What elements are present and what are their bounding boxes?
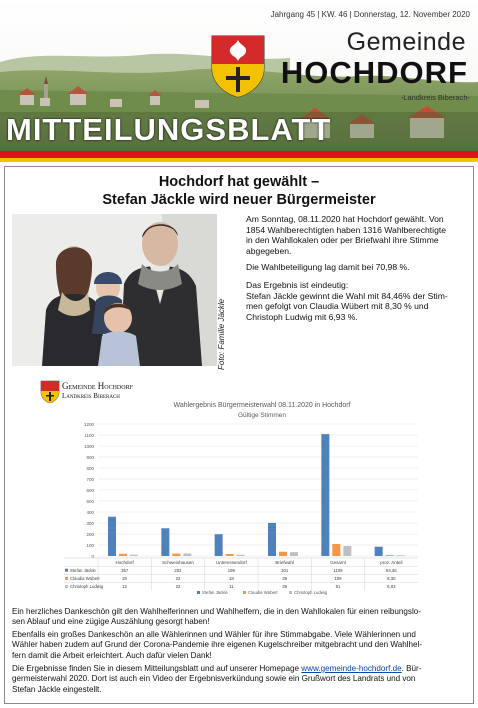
legend-label: Claudia Wübert bbox=[248, 590, 278, 595]
data-label: 12 bbox=[122, 584, 128, 590]
bar-stefan-j-ckle bbox=[268, 523, 276, 556]
results-info-text-end: . Bür- bbox=[401, 664, 422, 673]
issue-line: Jahrgang 45 | KW. 46 | Donnerstag, 12. November 2020 bbox=[270, 10, 470, 19]
yellow-stripe bbox=[0, 158, 478, 162]
results-info-text: Die Ergebnisse finden Sie in diesem Mitteilungsblatt und auf unserer Homepage bbox=[12, 664, 302, 673]
y-tick-label: 800 bbox=[86, 465, 94, 471]
thanks-voters-line: fern damit die Arbeit erleichtert. Auch dafür vielen Dank! bbox=[12, 650, 212, 660]
data-label: 301 bbox=[281, 567, 289, 573]
category-label: proz. Anteil bbox=[380, 560, 403, 565]
family-photo bbox=[12, 214, 217, 366]
category-label: Unteressendorf bbox=[215, 560, 247, 565]
data-label: 22 bbox=[175, 584, 181, 590]
bar-claudia-w-bert bbox=[332, 544, 340, 556]
data-label: 39 bbox=[282, 576, 288, 581]
result-line: Christoph Ludwig mit 6,93 %. bbox=[246, 311, 358, 322]
data-label: 91 bbox=[335, 584, 341, 590]
results-info-line: germeisterwahl 2020. Dort ist auch ein Video der Ergebnisverkündung sowie ein Grußwort des Landrats und von bbox=[12, 674, 416, 684]
logo-title: Gemeinde Hochdorf bbox=[62, 381, 133, 391]
chart-title: Wahlergebnis Bürgermeisterwahl 08.11.2020 in Hochdorf bbox=[173, 402, 351, 409]
bar-claudia-w-bert bbox=[119, 554, 127, 556]
intro-line: Am Sonntag, 08.11.2020 hat Hochdorf gewählt. Von bbox=[246, 214, 444, 224]
legend-label: Christoph Ludwig bbox=[294, 590, 328, 595]
thanks-line: Ein herzliches Dankeschön gilt den Wahlhelferinnen und Wahlhelfern, die in den Wahllokalen für einen reibungslo- bbox=[12, 607, 421, 616]
y-tick-label: 100 bbox=[86, 542, 94, 548]
election-results-chart bbox=[60, 396, 424, 601]
bar-stefan-j-ckle bbox=[161, 528, 169, 556]
bar-christoph-ludwig bbox=[290, 552, 298, 556]
bar-christoph-ludwig bbox=[343, 546, 351, 556]
chart-subtitle: Gültige Stimmen bbox=[237, 412, 287, 419]
y-tick-label: 900 bbox=[86, 454, 94, 460]
data-label: 35 bbox=[282, 584, 288, 590]
bar-claudia-w-bert bbox=[226, 554, 234, 556]
publication-title: MITTEILUNGSBLATT bbox=[6, 112, 332, 147]
data-label: 22 bbox=[175, 576, 181, 581]
result-line: Das Ergebnis ist eindeutig: bbox=[246, 280, 349, 290]
bar-christoph-ludwig bbox=[237, 555, 245, 556]
y-tick-label: 1100 bbox=[84, 432, 94, 438]
results-info-line: Stefan Jäckle eingestellt. bbox=[12, 684, 102, 694]
result-paragraph bbox=[246, 280, 448, 322]
municipality-name: HOCHDORF bbox=[280, 55, 468, 90]
district-label: -Landkreis Biberach- bbox=[400, 93, 470, 102]
data-label: 1108 bbox=[333, 567, 343, 573]
masthead bbox=[0, 0, 478, 165]
table-series-name: Christoph Ludwig bbox=[70, 584, 104, 590]
legend-key bbox=[197, 591, 200, 594]
data-label: 84,46 bbox=[385, 567, 397, 573]
bar-christoph-ludwig bbox=[183, 554, 191, 556]
bar-stefan-j-ckle bbox=[375, 547, 383, 556]
thanks-voters-line: Ebenfalls ein großes Dankeschön an alle Wählerinnen und Wähler für ihre Stimmabgabe. Viele Wählerinnen und bbox=[12, 630, 416, 639]
results-info-paragraph bbox=[12, 664, 468, 695]
intro-line: in den Wahllokalen oder per Briefwahl ihre Stimme bbox=[246, 235, 439, 246]
table-legend-key bbox=[65, 577, 68, 580]
category-label: Hochdorf bbox=[115, 560, 134, 565]
data-label: 11 bbox=[229, 584, 234, 590]
y-tick-label: 1000 bbox=[83, 443, 94, 449]
y-tick-label: 600 bbox=[86, 487, 94, 493]
y-tick-label: 700 bbox=[86, 476, 94, 482]
bar-claudia-w-bert bbox=[386, 555, 394, 556]
homepage-link[interactable]: www.gemeinde-hochdorf.de bbox=[301, 664, 402, 673]
data-label: 357 bbox=[121, 567, 129, 573]
legend-key bbox=[243, 591, 246, 594]
thanks-line: sen Ablauf und eine zügige Auszählung gesorgt haben! bbox=[12, 617, 210, 627]
coat-of-arms-icon bbox=[210, 34, 266, 98]
intro-line: 1854 Wahlberechtigten haben 1316 Wahlberechtigte bbox=[246, 224, 447, 235]
intro-line: abgegeben. bbox=[246, 245, 292, 256]
bar-claudia-w-bert bbox=[172, 554, 180, 556]
turnout-paragraph bbox=[246, 262, 410, 273]
red-stripe bbox=[0, 151, 478, 158]
y-tick-label: 300 bbox=[86, 520, 94, 526]
table-series-name: Stefan Jäckle bbox=[70, 567, 96, 573]
bar-stefan-j-ckle bbox=[321, 434, 329, 556]
intro-paragraph bbox=[246, 214, 446, 256]
bar-christoph-ludwig bbox=[130, 555, 138, 556]
y-tick-label: 0 bbox=[91, 553, 94, 559]
data-label: 198 bbox=[227, 567, 235, 573]
bar-claudia-w-bert bbox=[279, 552, 287, 556]
bar-stefan-j-ckle bbox=[108, 517, 116, 556]
data-label: 109 bbox=[334, 576, 342, 581]
data-label: 8,30 bbox=[387, 576, 396, 581]
result-line: Stefan Jäckle gewinnt die Wahl mit 84,46% der Stim- bbox=[246, 290, 448, 301]
data-label: 6,93 bbox=[387, 584, 396, 590]
logo-subtitle: Landkreis Biberach bbox=[62, 392, 120, 400]
category-label: Schweinhausen bbox=[162, 560, 194, 565]
thanks-voters-line: Wähler haben zudem auf Grund der Corona-Pandemie ihre eigenen Kugelschreiber mitgebracht und den Wahlhel- bbox=[12, 640, 423, 650]
table-legend-key bbox=[65, 569, 68, 572]
y-tick-label: 1200 bbox=[83, 421, 94, 427]
y-tick-label: 400 bbox=[86, 509, 94, 515]
category-label: Gesamt bbox=[330, 560, 346, 565]
result-line: men gefolgt von Claudia Wübert mit 8,30 % und bbox=[246, 301, 429, 312]
municipal-logo-icon bbox=[40, 380, 60, 404]
results-info-line bbox=[12, 664, 468, 674]
thanks-paragraph bbox=[12, 607, 468, 628]
bar-stefan-j-ckle bbox=[215, 534, 223, 556]
legend-key bbox=[289, 591, 292, 594]
table-series-name: Claudia Wübert bbox=[70, 576, 100, 581]
turnout-line: Die Wahlbeteiligung lag damit bei 70,98 %. bbox=[246, 262, 410, 272]
legend-label: Stefan Jäckle bbox=[202, 590, 228, 595]
category-label: Briefwahl bbox=[275, 560, 294, 565]
bar-christoph-ludwig bbox=[397, 555, 405, 556]
table-legend-key bbox=[65, 585, 68, 588]
headline-line-2: Stefan Jäckle wird neuer Bürgermeister bbox=[102, 192, 376, 208]
headline-line-1: Hochdorf hat gewählt – bbox=[158, 174, 320, 190]
data-label: 18 bbox=[228, 576, 234, 581]
thanks-voters-paragraph bbox=[12, 630, 468, 661]
photo-credit: Foto: Familie Jäckle bbox=[217, 298, 226, 370]
data-label: 252 bbox=[174, 567, 182, 573]
data-label: 20 bbox=[122, 576, 128, 581]
municipality-label: Gemeinde bbox=[346, 28, 466, 56]
y-tick-label: 500 bbox=[86, 498, 94, 504]
y-tick-label: 200 bbox=[86, 531, 94, 537]
